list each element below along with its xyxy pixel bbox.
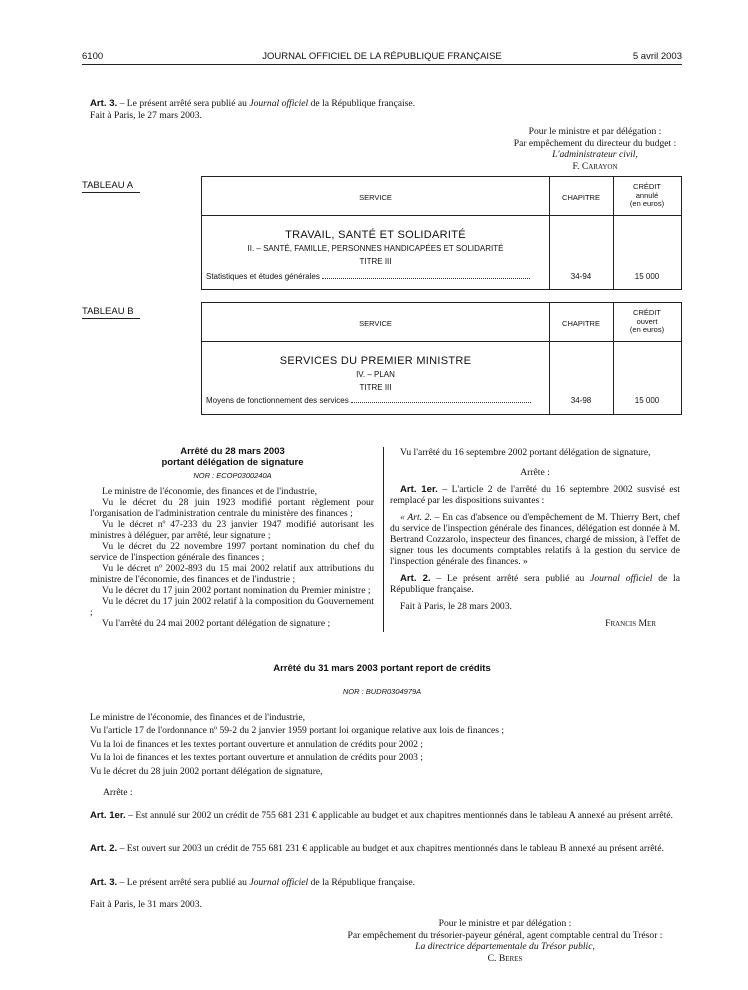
section-title: II. – SANTÉ, FAMILLE, PERSONNES HANDICAPÉES ET SOLIDARITÉ bbox=[247, 244, 504, 253]
art2-label: Art. 2. bbox=[400, 573, 431, 585]
paragraph: Vu le décret du 28 juin 1923 modifié portant règlement pour l'organisation de l'administration centrale du ministère des finances ; bbox=[90, 497, 374, 520]
arrete-word: Arrête : bbox=[520, 467, 550, 479]
credit-h3: (en euros) bbox=[629, 325, 665, 335]
arrete1-right-column bbox=[390, 447, 680, 629]
row-label: Moyens de fonctionnement des services bbox=[206, 396, 349, 405]
arrete2-arrete-word: Arrête : bbox=[103, 787, 133, 798]
table-row bbox=[206, 272, 544, 282]
art2-label: Art. 2. bbox=[90, 843, 118, 854]
arrete1-left-column bbox=[90, 486, 374, 629]
section-title: IV. – PLAN bbox=[356, 370, 395, 379]
sig-line-3: La directrice départementale du Trésor public, bbox=[415, 941, 595, 952]
arrete2-title: Arrêté du 31 mars 2003 portant report de crédits bbox=[273, 663, 491, 674]
arrete2-nor: NOR : BUDR0304979A bbox=[342, 687, 422, 696]
titre: TITRE III bbox=[359, 383, 392, 392]
issue-date: 5 avril 2003 bbox=[632, 51, 682, 62]
paragraph: Vu le décret nº 47-233 du 23 janvier 1947 modifié autorisant les ministres à déléguer, par arrêté, leur signature ; bbox=[90, 519, 374, 542]
arrete1-nor: NOR : ECOP0300240A bbox=[193, 471, 272, 480]
sig-line-2: Par empêchement du directeur du budget : bbox=[513, 137, 677, 149]
leader-dots bbox=[351, 402, 531, 403]
paragraph: Vu le décret du 17 juin 2002 portant nomination du Premier ministre ; bbox=[102, 585, 371, 597]
col-chapitre-header: CHAPITRE bbox=[562, 319, 600, 328]
signature-name: Francis Mer bbox=[605, 618, 656, 630]
art2-text: – Le présent arrêté sera publié au bbox=[430, 573, 591, 585]
sig-name: F. Carayon bbox=[572, 160, 618, 172]
table-row bbox=[206, 396, 544, 406]
art3-label: Art. 3. bbox=[90, 98, 118, 109]
art1-text: – Est annulé sur 2002 un crédit de 755 681 231 € applicable au budget et aux chapitres mentionnés dans le tableau A annexé au présent arrêté. bbox=[125, 810, 673, 821]
art1-label: Art. 1er. bbox=[400, 484, 438, 496]
titre: TITRE III bbox=[359, 257, 392, 266]
page-number: 6100 bbox=[82, 51, 104, 62]
art3-text: – Le présent arrêté sera publié au bbox=[117, 98, 250, 109]
art3-italic: Journal officiel bbox=[249, 98, 309, 109]
leader-dots bbox=[322, 278, 530, 279]
sig-line-1: Pour le ministre et par délégation : bbox=[528, 126, 662, 137]
tableau-b bbox=[201, 302, 682, 415]
row-chapitre: 34-98 bbox=[570, 396, 592, 405]
row-chapitre: 34-94 bbox=[570, 272, 592, 281]
paragraph: Le ministre de l'économie, des finances et de l'industrie, bbox=[102, 486, 317, 497]
art1-text: – L'article 2 de l'arrêté du 16 septembre 2002 susvisé est remplacé par les dispositions suivantes : bbox=[390, 484, 681, 507]
art1-label: Art. 1er. bbox=[90, 810, 126, 821]
art3-label: Art. 3. bbox=[90, 877, 118, 888]
art2-text-after: de la République française. bbox=[390, 573, 680, 596]
arrete2-signature-block bbox=[310, 918, 700, 964]
paragraph: Vu la loi de finances et les textes portant ouverture et annulation de crédits pour 2002 ; bbox=[90, 738, 423, 750]
art3-text: – Le présent arrêté sera publié au bbox=[117, 877, 250, 888]
done-line: Fait à Paris, le 28 mars 2003. bbox=[400, 601, 512, 613]
column-divider bbox=[383, 447, 384, 632]
sig-name: C. Beres bbox=[487, 952, 523, 964]
credit-h2: annulé bbox=[635, 190, 659, 200]
paragraph: Vu l'arrêté du 16 septembre 2002 portant délégation de signature, bbox=[400, 447, 651, 458]
sig-line-1: Pour le ministre et par délégation : bbox=[438, 918, 572, 929]
header-rule bbox=[82, 64, 682, 65]
paragraph: Vu le décret du 22 novembre 1997 portant nomination du chef du service de l'inspection générale des finances ; bbox=[90, 541, 374, 564]
quoted-article bbox=[390, 512, 680, 567]
credit-h1: CRÉDIT bbox=[633, 182, 661, 191]
paragraph: Vu le décret nº 2002-893 du 15 mai 2002 relatif aux attributions du ministre de l'économie, des finances et de l'industrie ; bbox=[90, 563, 374, 586]
col-credit-header bbox=[613, 183, 681, 209]
row-credit: 15 000 bbox=[634, 272, 660, 281]
paragraph: Vu le décret du 17 juin 2002 relatif à la composition du Gouvernement ; bbox=[90, 596, 374, 619]
quote-label: « Art. 2. bbox=[400, 512, 432, 524]
tableau-a-label: TABLEAU A bbox=[82, 180, 140, 193]
arrete1-title-line2: portant délégation de signature bbox=[161, 456, 304, 468]
journal-title: JOURNAL OFFICIEL DE LA RÉPUBLIQUE FRANÇAISE bbox=[262, 51, 502, 62]
arrete2-article-1 bbox=[90, 810, 680, 821]
page-header bbox=[82, 51, 682, 65]
art2-text: – Est ouvert sur 2003 un crédit de 755 681 231 € applicable au budget et aux chapitres mentionnés dans le tableau B annexé au présent arrêté. bbox=[117, 843, 664, 854]
art2-italic: Journal officiel bbox=[590, 573, 653, 585]
arrete2-article-2 bbox=[90, 843, 680, 854]
art3-text-after: de la République française. bbox=[308, 98, 416, 109]
tableau-a bbox=[201, 176, 682, 290]
col-service-header: SERVICE bbox=[359, 193, 392, 202]
arrete2-visas bbox=[90, 711, 680, 778]
top-article-3 bbox=[90, 98, 680, 110]
arrete2-article-3 bbox=[90, 877, 680, 889]
row-label: Statistiques et études générales bbox=[206, 272, 320, 281]
article-1 bbox=[390, 484, 680, 506]
arrete1-title bbox=[90, 447, 375, 469]
paragraph: Vu la loi de finances et les textes portant ouverture et annulation de crédits pour 2003 ; bbox=[90, 752, 423, 764]
row-credit: 15 000 bbox=[634, 396, 660, 405]
paragraph: Vu le décret du 28 juin 2002 portant délégation de signature, bbox=[90, 765, 323, 777]
arrete2-done-line: Fait à Paris, le 31 mars 2003. bbox=[90, 899, 202, 910]
sig-line-2: Par empêchement du trésorier-payeur général, agent comptable central du Trésor : bbox=[347, 929, 663, 941]
col-chapitre-header: CHAPITRE bbox=[562, 193, 600, 202]
credit-h2: ouvert bbox=[636, 316, 658, 326]
sig-line-3: L'administrateur civil, bbox=[552, 149, 638, 160]
tableau-b-label: TABLEAU B bbox=[82, 306, 140, 319]
quote-text: – En cas d'absence ou d'empêchement de M. Thierry Bert, chef du service de l'inspection générale des finances, délégation est donnée à M. Bertrand Cozzarolo, inspecteur des finances, chargé de mission, à l'effet de signer tous les documents comptables relatifs à la gestion du service de l'inspection générale des finances. » bbox=[390, 512, 680, 568]
arrete1-title-line1: Arrêté du 28 mars 2003 bbox=[180, 446, 285, 457]
art3-text-after: de la République française. bbox=[308, 877, 416, 888]
ministry-title: TRAVAIL, SANTÉ ET SOLIDARITÉ bbox=[285, 229, 466, 241]
paragraph: Vu l'article 17 de l'ordonnance nº 59-2 du 2 janvier 1959 portant loi organique relative aux lois de finances ; bbox=[90, 725, 505, 737]
col-service-header: SERVICE bbox=[359, 319, 392, 328]
ministry-title: SERVICES DU PREMIER MINISTRE bbox=[279, 355, 472, 367]
top-done-line: Fait à Paris, le 27 mars 2003. bbox=[90, 110, 202, 121]
col-credit-header bbox=[613, 309, 681, 335]
top-signature-block bbox=[480, 126, 710, 172]
article-2 bbox=[390, 573, 680, 595]
credit-h1: CRÉDIT bbox=[633, 308, 661, 317]
paragraph: Le ministre de l'économie, des finances et de l'industrie, bbox=[90, 712, 305, 723]
art3-italic: Journal officiel bbox=[249, 877, 309, 888]
credit-h3: (en euros) bbox=[629, 199, 665, 209]
paragraph: Vu l'arrêté du 24 mai 2002 portant délégation de signature ; bbox=[102, 618, 331, 630]
